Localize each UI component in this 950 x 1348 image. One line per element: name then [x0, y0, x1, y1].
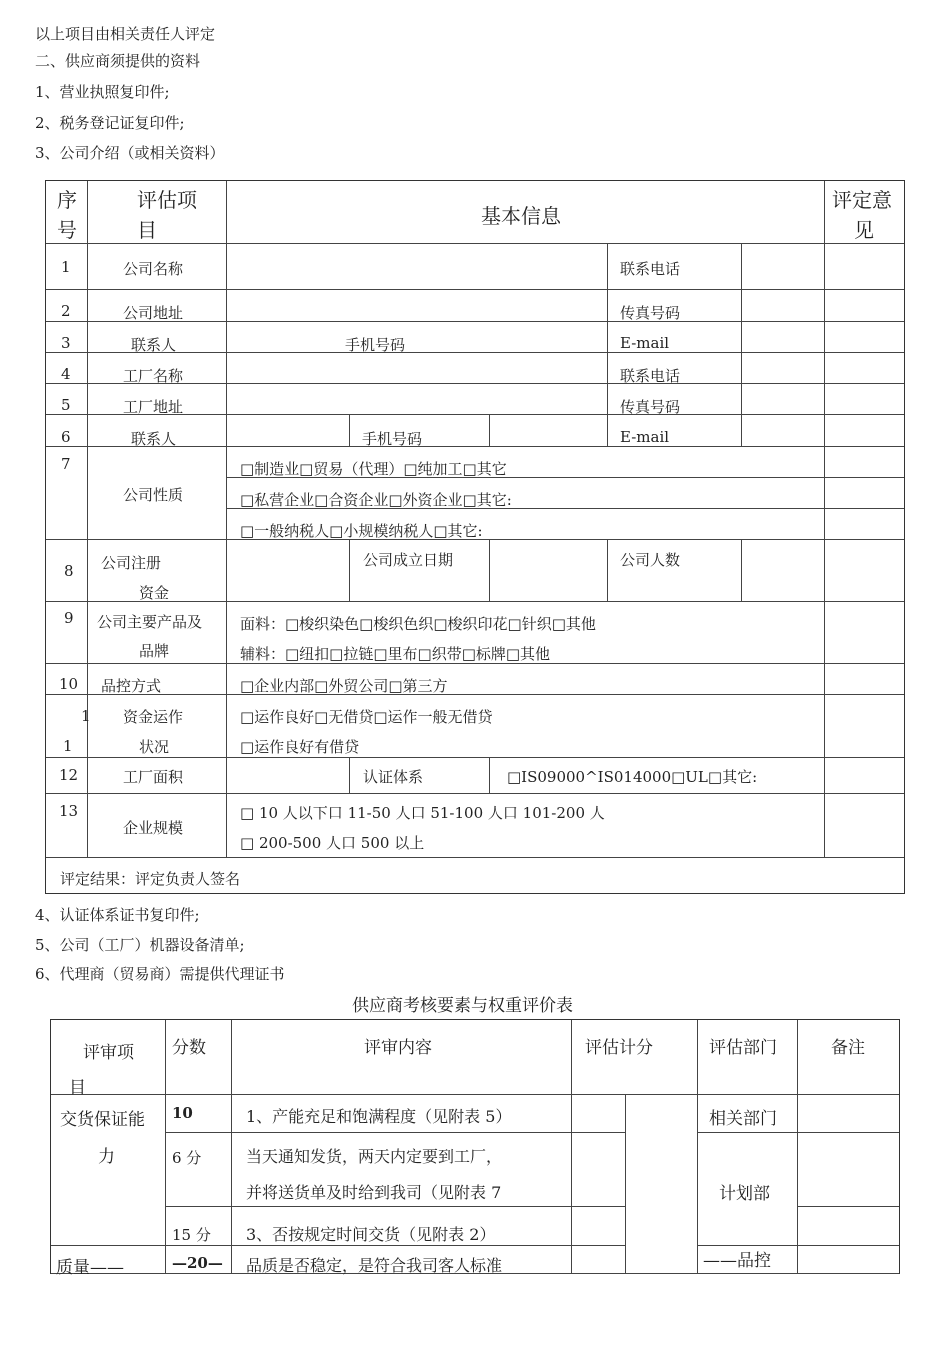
- field-label: 联系电话: [620, 367, 681, 385]
- row-number: 3: [61, 334, 71, 352]
- header-item: 评审项: [83, 1043, 134, 1063]
- field-label: 手机号码: [345, 336, 406, 354]
- checkbox-options: □ 200-500 人口 500 以上: [240, 834, 425, 852]
- field-label: 手机号码: [362, 430, 423, 448]
- field-label: E-mail: [620, 334, 670, 352]
- intro-line: 2、税务登记证复印件;: [35, 114, 185, 132]
- row-number: 10: [59, 675, 79, 693]
- checkbox-options: 面料：□梭织染色□梭织色织□梭织印花□针织□其他: [240, 615, 596, 633]
- dept-label: ——品控: [703, 1251, 771, 1271]
- row-label: 品控方式: [101, 677, 162, 695]
- field-label: 联系电话: [620, 260, 681, 278]
- intro-line: 以上项目由相关责任人评定: [35, 25, 216, 43]
- checkbox-options: □制造业□贸易（代理）□纯加工□其它: [240, 460, 507, 478]
- row-number: 9: [64, 609, 74, 627]
- table-title: 供应商考核要素与权重评价表: [352, 996, 573, 1016]
- field-label: 公司成立日期: [363, 551, 454, 569]
- row-label: 联系人: [131, 336, 177, 354]
- header-item: 目: [137, 218, 157, 242]
- header-item: 评估项: [137, 188, 197, 212]
- row-label: 公司名称: [123, 260, 184, 278]
- intro-line: 6、代理商（贸易商）需提供代理证书: [35, 965, 285, 983]
- category-label: 交货保证能: [60, 1110, 145, 1130]
- dept-label: 计划部: [719, 1184, 770, 1204]
- header-eval: 评估计分: [585, 1038, 653, 1058]
- header-score: 分数: [172, 1038, 206, 1058]
- row-number: 1: [61, 258, 71, 276]
- header-remark: 备注: [831, 1038, 865, 1058]
- checkbox-options: □ 10 人以下口 11-50 人口 51-100 人口 101-200 人: [240, 804, 605, 822]
- score-value: —20—: [172, 1254, 223, 1272]
- checkbox-options: □运作良好□无借贷□运作一般无借贷: [240, 708, 493, 726]
- row-number: 6: [61, 428, 71, 446]
- header-item: 目: [69, 1078, 86, 1098]
- row-number: 1: [63, 737, 73, 755]
- row-label: 资金: [139, 584, 170, 602]
- row-number: 12: [59, 766, 79, 784]
- header-content: 评审内容: [364, 1038, 432, 1058]
- header-seq: 号: [57, 218, 77, 242]
- header-opinion: 见: [854, 218, 874, 242]
- category-label: 力: [98, 1147, 115, 1167]
- row-number: 5: [61, 396, 71, 414]
- intro-line: 5、公司（工厂）机器设备清单;: [35, 936, 245, 954]
- intro-line: 4、认证体系证书复印件;: [35, 906, 200, 924]
- row-number: 2: [61, 302, 71, 320]
- evaluation-result: 评定结果：评定负责人签名: [60, 870, 241, 888]
- header-seq: 序: [57, 188, 77, 212]
- row-label: 公司注册: [101, 554, 162, 572]
- category-label: 质量——: [56, 1258, 124, 1278]
- row-label: 状况: [139, 738, 170, 756]
- field-label: 传真号码: [620, 304, 681, 322]
- row-label: 公司性质: [123, 486, 184, 504]
- checkbox-options: 辅料：□纽扣□拉链□里布□织带□标牌□其他: [240, 645, 551, 663]
- row-number: 13: [59, 802, 79, 820]
- row-label: 工厂面积: [123, 768, 184, 786]
- checkbox-options: □运作良好有借贷: [240, 738, 360, 756]
- field-label: E-mail: [620, 428, 670, 446]
- row-number: 8: [64, 562, 74, 580]
- criterion: 并将送货单及时给到我司（见附表 7: [246, 1183, 502, 1202]
- header-dept: 评估部门: [709, 1038, 777, 1058]
- row-label: 公司地址: [123, 304, 184, 322]
- field-label: 传真号码: [620, 398, 681, 416]
- score-value: 10: [172, 1104, 193, 1122]
- header-basic-info: 基本信息: [481, 204, 561, 228]
- row-label: 品牌: [139, 642, 170, 660]
- row-label: 工厂名称: [123, 367, 184, 385]
- row-number: 1: [81, 707, 91, 725]
- field-label: 公司人数: [620, 551, 681, 569]
- checkbox-options: □私营企业□合资企业□外资企业□其它:: [240, 491, 512, 509]
- header-opinion: 评定意: [832, 188, 892, 212]
- criterion: 当天通知发货，两天内定要到工厂，: [246, 1147, 503, 1166]
- score-value: 15 分: [172, 1226, 211, 1244]
- criterion: 1、产能充足和饱满程度（见附表 5）: [246, 1107, 512, 1126]
- dept-label: 相关部门: [709, 1109, 777, 1129]
- checkbox-options: □企业内部□外贸公司□第三方: [240, 677, 448, 695]
- row-number: 4: [61, 365, 71, 383]
- row-label: 公司主要产品及: [97, 613, 203, 631]
- row-label: 企业规模: [123, 819, 184, 837]
- row-number: 7: [61, 455, 71, 473]
- row-label: 联系人: [131, 430, 177, 448]
- row-label: 工厂地址: [123, 398, 184, 416]
- intro-line: 3、公司介绍（或相关资料）: [35, 144, 225, 162]
- intro-line: 1、营业执照复印件;: [35, 83, 170, 101]
- score-value: 6 分: [172, 1149, 202, 1167]
- checkbox-options: □IS09000^IS014000□UL□其它:: [507, 768, 758, 786]
- criterion: 品质是否稳定，是符合我司客人标准: [246, 1256, 503, 1275]
- row-label: 资金运作: [123, 708, 184, 726]
- criterion: 3、否按规定时间交货（见附表 2）: [246, 1225, 496, 1244]
- field-label: 认证体系: [363, 768, 424, 786]
- checkbox-options: □一般纳税人□小规模纳税人□其它:: [240, 522, 483, 540]
- section-heading: 二、供应商须提供的资料: [35, 52, 201, 70]
